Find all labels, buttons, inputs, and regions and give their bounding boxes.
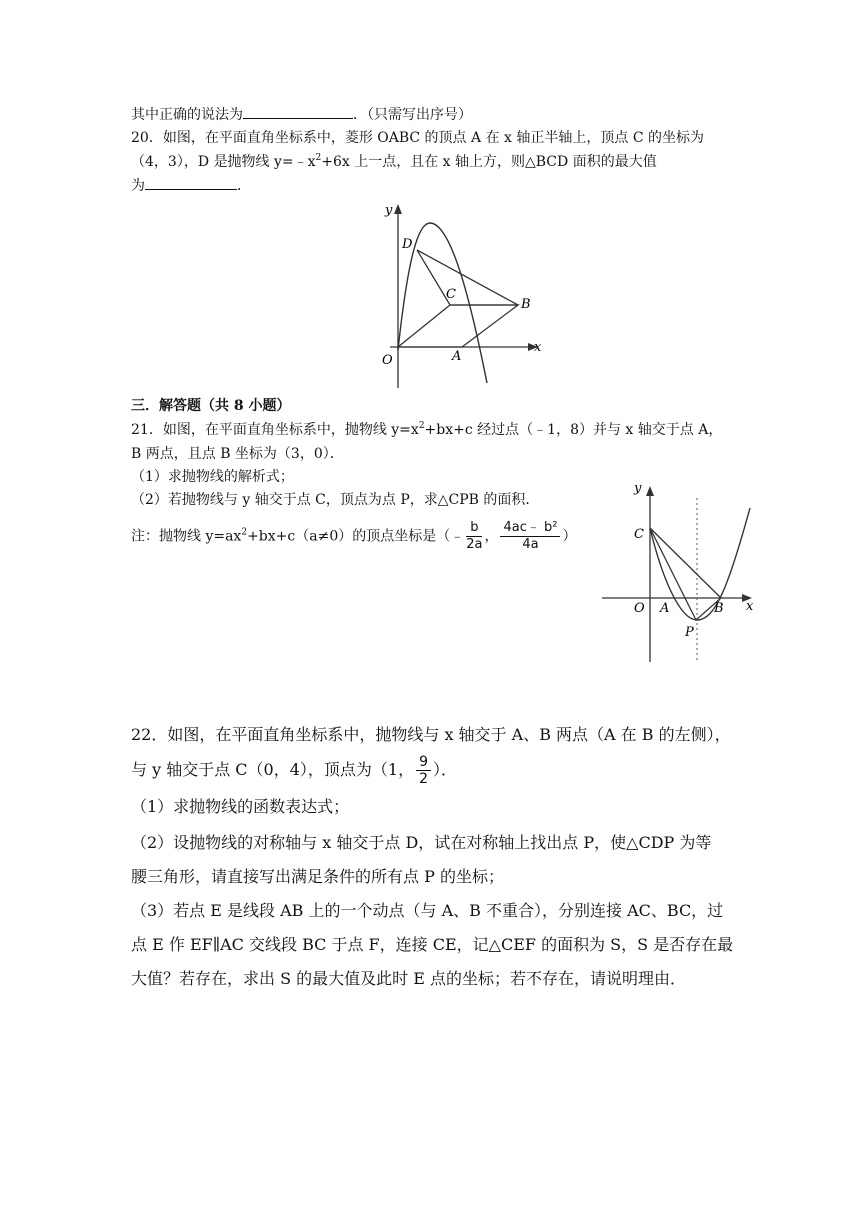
- q21-frac2-num: 4ac﹣ b²: [500, 520, 560, 537]
- q21-note-end: ）: [562, 528, 577, 545]
- q21-vertex-y-fraction: [500, 520, 560, 553]
- q22-part-3-line-3: 大值？若存在，求出 S 的最大值及此时 E 点的坐标；若不存在，请说明理由．: [131, 969, 686, 988]
- q19-prefix: 其中正确的说法为: [131, 107, 243, 123]
- q21-frac1-num: b: [466, 520, 482, 537]
- q19-answer-line: [131, 104, 472, 125]
- q22-part-2-line-2: 腰三角形，请直接写出满足条件的所有点 P 的坐标；: [131, 867, 504, 886]
- q21-line-1a: 21．如图，在平面直角坐标系中，抛物线 y=x: [131, 422, 419, 438]
- q21-vertex-x-fraction: [466, 520, 482, 553]
- q20-fig-label-o: O: [382, 353, 393, 368]
- q20-fig-label-y: y: [385, 203, 393, 218]
- q21-fig-label-c: C: [634, 527, 644, 542]
- q21-fig-label-a: A: [660, 601, 670, 616]
- q22-part-2-line-1: （2）设抛物线的对称轴与 x 轴交于点 D，试在对称轴上找出点 P，使△CDP 为等: [131, 833, 712, 852]
- q21-line-2: B 两点，且点 B 坐标为（3，0）．: [131, 446, 344, 462]
- q20-figure: [360, 198, 545, 388]
- q22-frac-num: 9: [416, 754, 431, 771]
- q22-part-1: （1）求抛物线的函数表达式；: [131, 797, 350, 816]
- q22-line-2: [131, 754, 457, 787]
- q20-line-2a: （4，3），D 是抛物线 y=﹣x: [131, 154, 316, 170]
- q21-part-1: （1）求抛物线的解析式；: [131, 469, 294, 485]
- q21-fig-label-b: B: [714, 601, 724, 616]
- q22-line-2b: ）．: [433, 760, 458, 779]
- q22-frac-den: 2: [419, 771, 429, 787]
- q21-part-2: （2）若抛物线与 y 轴交于点 C，顶点为点 P，求△CPB 的面积．: [131, 492, 540, 508]
- q20-line-2b: +6x 上一点，且在 x 轴上方，则△BCD 面积的最大值: [321, 154, 657, 170]
- q20-line-3: [131, 175, 251, 196]
- q19-answer-blank[interactable]: [243, 104, 353, 119]
- q20-line-1: 20．如图，在平面直角坐标系中，菱形 OABC 的顶点 A 在 x 轴正半轴上，顶点 C 的坐标为: [131, 130, 704, 146]
- q21-note-exponent: 2: [241, 527, 248, 538]
- q21-fig-label-y: y: [634, 481, 642, 496]
- q20-fig-label-c: C: [446, 287, 456, 302]
- q21-note-b: +bx+c（a≠0）的顶点坐标是（﹣: [247, 528, 465, 545]
- q20-line-2: [131, 152, 657, 172]
- q22-line-2a: 与 y 轴交于点 C（0，4），顶点为（1，: [131, 760, 415, 779]
- section-3-title: 三．解答题（共 8 小题）: [131, 398, 291, 414]
- q21-line-1: [131, 420, 722, 440]
- q21-frac1-den: 2a: [466, 537, 483, 552]
- q21-exponent: 2: [418, 421, 425, 431]
- q20-fig-label-a: A: [452, 349, 462, 364]
- q22-line-1: 22．如图，在平面直角坐标系中，抛物线与 x 轴交于 A、B 两点（A 在 B 的左侧），: [131, 725, 731, 744]
- q21-note-a: 注：抛物线 y=ax: [131, 528, 242, 545]
- q21-frac2-den: 4a: [522, 537, 539, 552]
- q20-answer-blank[interactable]: [145, 175, 237, 190]
- q21-note: [131, 520, 576, 553]
- q22-part-3-line-2: 点 E 作 EF∥AC 交线段 BC 于点 F，连接 CE，记△CEF 的面积为 S，S 是否存在最: [131, 935, 734, 954]
- q20-fig-label-d: D: [402, 237, 413, 252]
- q20-line-3-prefix: 为: [131, 178, 145, 194]
- q21-figure: [600, 478, 760, 664]
- q21-fig-label-p: P: [685, 625, 694, 640]
- q21-fig-label-o: O: [634, 601, 645, 616]
- q20-fig-label-b: B: [521, 297, 531, 312]
- q19-suffix: ．（只需写出序号）: [353, 107, 472, 123]
- q22-part-3-line-1: （3）若点 E 是线段 AB 上的一个动点（与 A、B 不重合），分别连接 AC、BC，过: [131, 901, 724, 920]
- q22-vertex-y-fraction: [416, 754, 431, 787]
- q20-fig-label-x: x: [534, 340, 542, 355]
- q20-exponent: 2: [315, 153, 322, 163]
- q21-note-comma: ，: [484, 528, 499, 545]
- q21-fig-label-x: x: [746, 599, 754, 614]
- q20-line-3-suffix: ．: [237, 178, 251, 194]
- q21-line-1b: +bx+c 经过点（﹣1，8）并与 x 轴交于点 A，: [424, 422, 723, 438]
